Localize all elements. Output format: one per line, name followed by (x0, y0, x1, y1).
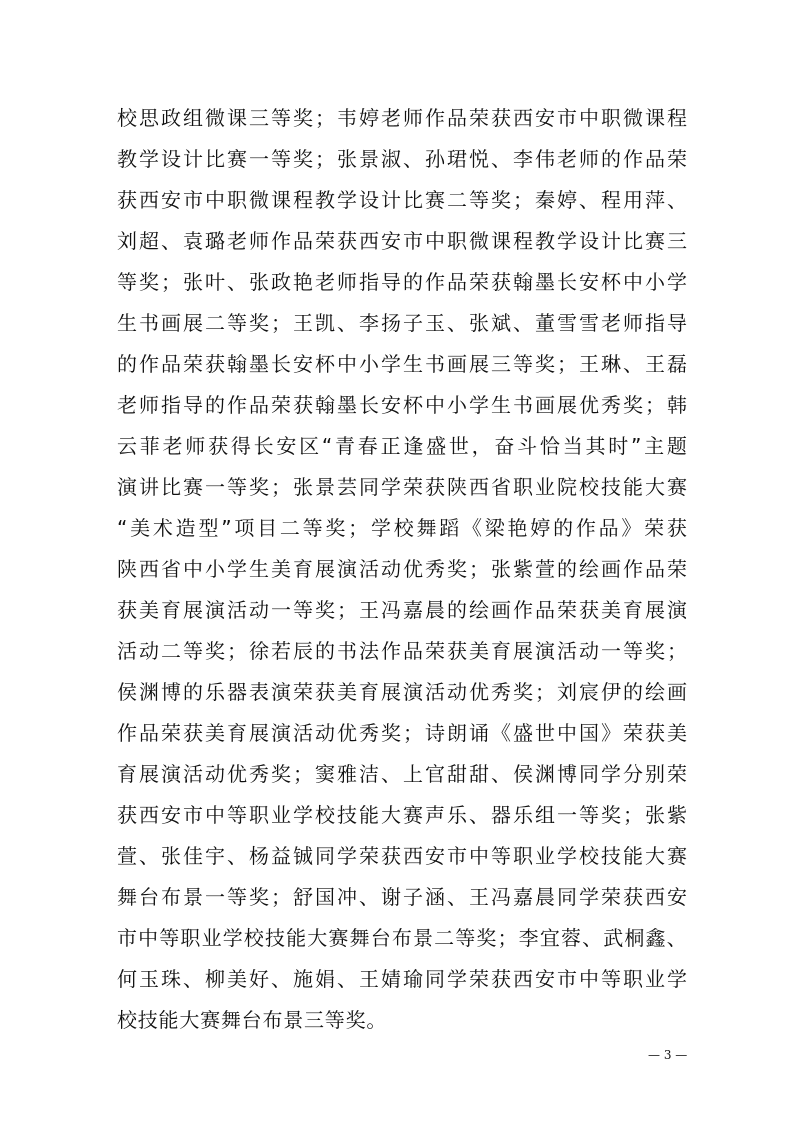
text-line: 舞 台 布 景 一 等 奖 ； 舒 国 冲 、 谢 子 涵 、 王 冯 嘉 晨 同 学 荣 获 西 安 (117, 885, 687, 909)
text-line: 刘 超 、 袁 璐 老 师 作 品 荣 获 西 安 市 中 职 微 课 程 教 学 设 计 比 赛 三 (117, 229, 687, 253)
text-line: 云 菲 老 师 获 得 长 安 区 “ 青 春 正 逢 盛 世 ， 奋 斗 恰 当 其 时 ” 主 题 (117, 434, 687, 458)
text-line: 陕 西 省 中 小 学 生 美 育 展 演 活 动 优 秀 奖 ； 张 紫 萱 的 绘 画 作 品 荣 (117, 557, 687, 581)
text-line: 获 西 安 市 中 等 职 业 学 校 技 能 大 赛 声 乐 、 器 乐 组 一 等 奖 ； 张 紫 (117, 803, 687, 827)
page-number: — 3 — (648, 1048, 688, 1062)
text-line-last: 校技能大赛舞台布景三等奖。 (117, 1008, 388, 1032)
text-line: 等 奖 ； 张 叶 、 张 政 艳 老 师 指 导 的 作 品 荣 获 翰 墨 长 安 杯 中 小 学 (117, 270, 687, 294)
text-line: 活 动 二 等 奖 ； 徐 若 辰 的 书 法 作 品 荣 获 美 育 展 演 活 动 一 等 奖 ； (117, 639, 687, 663)
text-line: 育 展 演 活 动 优 秀 奖 ； 窦 雅 洁 、 上 官 甜 甜 、 侯 渊 博 同 学 分 别 荣 (117, 762, 687, 786)
body-text (117, 98, 687, 1041)
text-line: 的 作 品 荣 获 翰 墨 长 安 杯 中 小 学 生 书 画 展 三 等 奖 ； 王 琳 、 王 磊 (117, 352, 687, 376)
text-line: 生 书 画 展 二 等 奖 ； 王 凯 、 李 扬 子 玉 、 张 斌 、 董 雪 雪 老 师 指 导 (117, 311, 687, 335)
text-line: 获 美 育 展 演 活 动 一 等 奖 ； 王 冯 嘉 晨 的 绘 画 作 品 荣 获 美 育 展 演 (117, 598, 687, 622)
text-line: “ 美 术 造 型 ” 项 目 二 等 奖 ； 学 校 舞 蹈 《 梁 艳 婷 的 作 品 》 荣 获 (117, 516, 687, 540)
text-line: 获 西 安 市 中 职 微 课 程 教 学 设 计 比 赛 二 等 奖 ； 秦 婷 、 程 用 萍 、 (117, 188, 687, 212)
text-line: 萱 、 张 佳 宇 、 杨 益 铖 同 学 荣 获 西 安 市 中 等 职 业 学 校 技 能 大 赛 (117, 844, 687, 868)
text-line: 老 师 指 导 的 作 品 荣 获 翰 墨 长 安 杯 中 小 学 生 书 画 展 优 秀 奖 ； 韩 (117, 393, 687, 417)
text-line: 侯 渊 博 的 乐 器 表 演 荣 获 美 育 展 演 活 动 优 秀 奖 ； 刘 宸 伊 的 绘 画 (117, 680, 687, 704)
text-line: 校 思 政 组 微 课 三 等 奖 ； 韦 婷 老 师 作 品 荣 获 西 安 市 中 职 微 课 程 (117, 106, 687, 130)
text-line: 何 玉 珠 、 柳 美 好 、 施 娟 、 王 婧 瑜 同 学 荣 获 西 安 市 中 等 职 业 学 (117, 967, 687, 991)
text-line: 教 学 设 计 比 赛 一 等 奖 ； 张 景 淑 、 孙 珺 悦 、 李 伟 老 师 的 作 品 荣 (117, 147, 687, 171)
text-line: 演 讲 比 赛 一 等 奖 ； 张 景 芸 同 学 荣 获 陕 西 省 职 业 院 校 技 能 大 赛 (117, 475, 687, 499)
text-line: 市 中 等 职 业 学 校 技 能 大 赛 舞 台 布 景 二 等 奖 ； 李 宜 蓉 、 武 桐 鑫 、 (117, 926, 687, 950)
text-line: 作 品 荣 获 美 育 展 演 活 动 优 秀 奖 ； 诗 朗 诵 《 盛 世 中 国 》 荣 获 美 (117, 721, 687, 745)
